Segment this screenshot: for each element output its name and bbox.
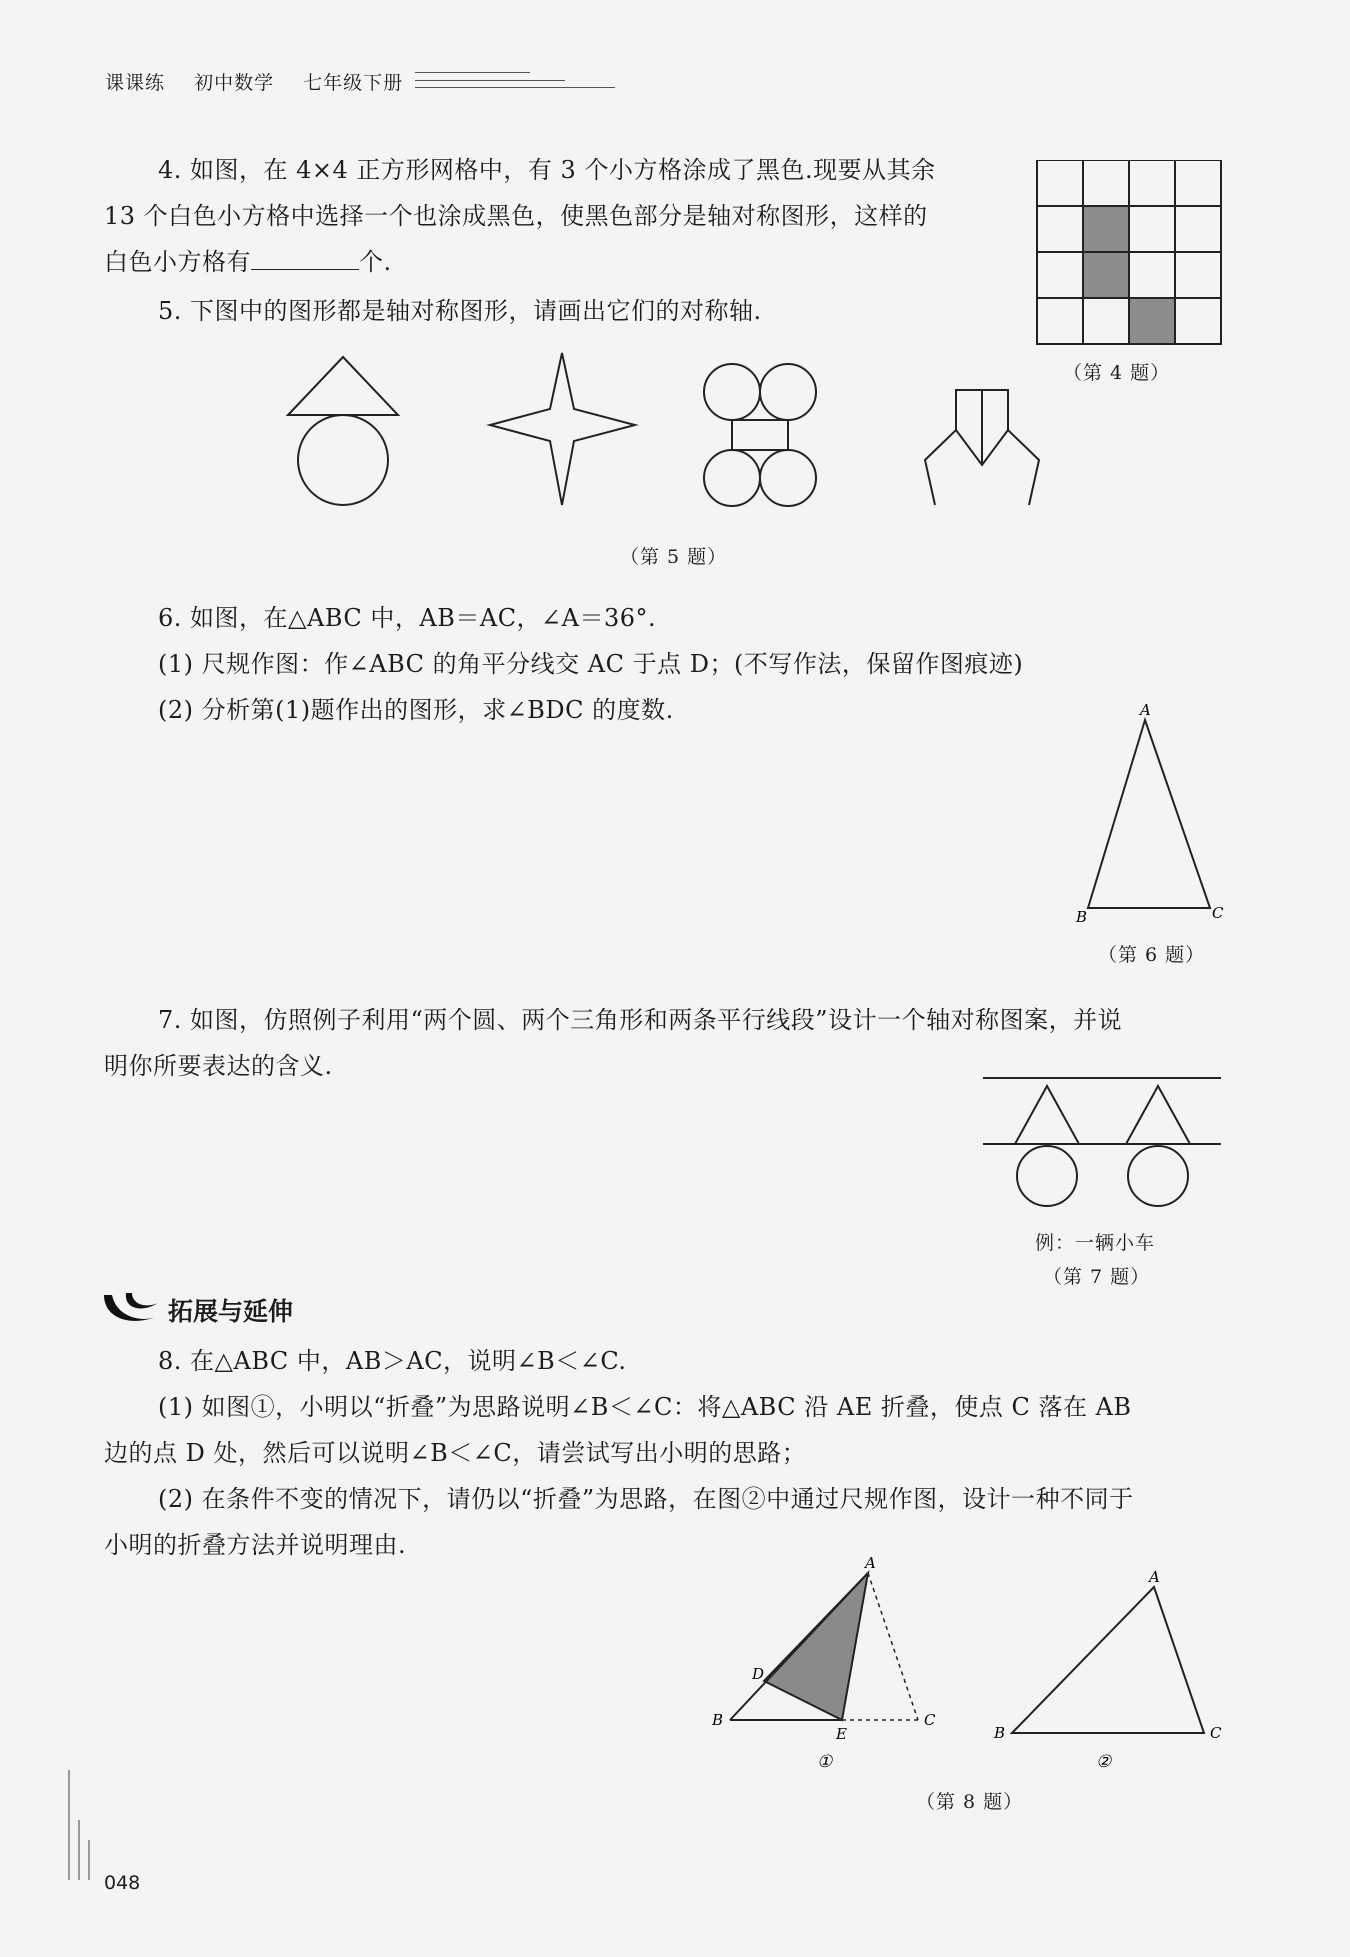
q8-line4: (2) 在条件不变的情况下，请仍以“折叠”为思路，在图②中通过尺规作图，设计一种不同于 <box>158 1485 1134 1513</box>
shaded-cell <box>1129 298 1175 344</box>
q6-triangle-figure <box>1070 700 1230 930</box>
triangle <box>1126 1086 1190 1144</box>
q7-car-figure <box>975 1070 1230 1215</box>
fig1-number: ① <box>817 1752 833 1772</box>
header-subject: 初中数学 <box>194 72 275 94</box>
fig2-label-a: A <box>1149 1568 1160 1586</box>
section-swirl-icon <box>98 1287 164 1329</box>
q6-line3: (2) 分析第(1)题作出的图形，求∠BDC 的度数. <box>158 696 674 724</box>
q5-text: 5. 下图中的图形都是轴对称图形，请画出它们的对称轴. <box>158 297 762 325</box>
margin-rule <box>68 1770 70 1880</box>
fig1-label-d: D <box>752 1665 765 1683</box>
arrow-shape <box>925 390 1039 505</box>
isosceles-triangle <box>1088 720 1210 908</box>
q7-line1: 7. 如图，仿照例子利用“两个圆、两个三角形和两条平行线段”设计一个轴对称图案，并说 <box>158 1006 1123 1034</box>
vertex-label-c: C <box>1212 904 1224 922</box>
fig1-label-a: A <box>865 1555 876 1572</box>
q4-caption: （第 4 题） <box>1063 362 1171 384</box>
q8-caption: （第 8 题） <box>916 1791 1024 1813</box>
triangle <box>1015 1086 1079 1144</box>
fig2-label-c: C <box>1210 1724 1222 1742</box>
vertex-label-a: A <box>1140 701 1151 719</box>
fig2-number: ② <box>1096 1752 1112 1772</box>
q4-line3 <box>104 239 392 285</box>
q4-line3-post: 个. <box>359 248 392 276</box>
q6-caption: （第 6 题） <box>1098 944 1206 966</box>
four-point-star-shape <box>490 353 635 505</box>
folded-region <box>764 1573 868 1720</box>
page-number: 048 <box>104 1872 141 1894</box>
q8-line2: (1) 如图①，小明以“折叠”为思路说明∠B＜∠C：将△ABC 沿 AE 折叠，使点 C 落在 AB <box>158 1393 1132 1421</box>
q5-caption: （第 5 题） <box>620 546 728 568</box>
header-grade: 七年级下册 <box>303 72 404 94</box>
q6-line2: (1) 尺规作图：作∠ABC 的角平分线交 AC 于点 D；(不写作法，保留作图痕迹) <box>158 650 1024 678</box>
q4-line2: 13 个白色小方格中选择一个也涂成黑色，使黑色部分是轴对称图形，这样的 <box>104 202 928 230</box>
wheel-circle <box>1017 1146 1077 1206</box>
q8-figure-1 <box>711 1555 936 1772</box>
wheel-circle <box>1128 1146 1188 1206</box>
fig1-label-e: E <box>836 1725 847 1743</box>
header-rule <box>415 80 565 81</box>
q4-grid-figure <box>1035 160 1225 350</box>
q7-line2: 明你所要表达的含义. <box>104 1052 333 1080</box>
q8-line5: 小明的折叠方法并说明理由. <box>104 1531 407 1559</box>
fig1-label-c: C <box>924 1711 936 1729</box>
shaded-cell <box>1083 206 1129 252</box>
q4-line1: 4. 如图，在 4×4 正方形网格中，有 3 个小方格涂成了黑色.现要从其余 <box>158 156 936 184</box>
four-circles-shape <box>704 364 816 506</box>
q8-line3: 边的点 D 处，然后可以说明∠B＜∠C，请尝试写出小明的思路； <box>104 1439 807 1467</box>
q8-figure-2 <box>993 1568 1222 1772</box>
header-rule <box>415 87 615 88</box>
header-series: 课课练 <box>105 72 166 94</box>
q7-example-label: 例：一辆小车 <box>1035 1232 1156 1254</box>
margin-rule <box>78 1820 80 1880</box>
running-header <box>105 68 425 95</box>
q6-line1: 6. 如图，在△ABC 中，AB＝AC，∠A＝36°. <box>158 604 657 632</box>
answer-blank[interactable] <box>251 247 359 270</box>
header-rule <box>415 72 530 73</box>
q8-figures <box>700 1555 1260 1780</box>
q5-shapes-figure <box>280 345 1060 520</box>
vertex-label-b: B <box>1076 908 1088 926</box>
margin-rule <box>88 1840 90 1880</box>
fig1-label-b: B <box>712 1711 724 1729</box>
triangle-circle-shape <box>288 357 398 505</box>
q4-line3-pre: 白色小方格有 <box>104 248 251 276</box>
section-title: 拓展与延伸 <box>168 1297 294 1326</box>
q8-line1: 8. 在△ABC 中，AB＞AC，说明∠B＜∠C. <box>158 1347 627 1375</box>
q7-caption: （第 7 题） <box>1043 1266 1151 1288</box>
shaded-cell <box>1083 252 1129 298</box>
fig2-label-b: B <box>994 1724 1006 1742</box>
